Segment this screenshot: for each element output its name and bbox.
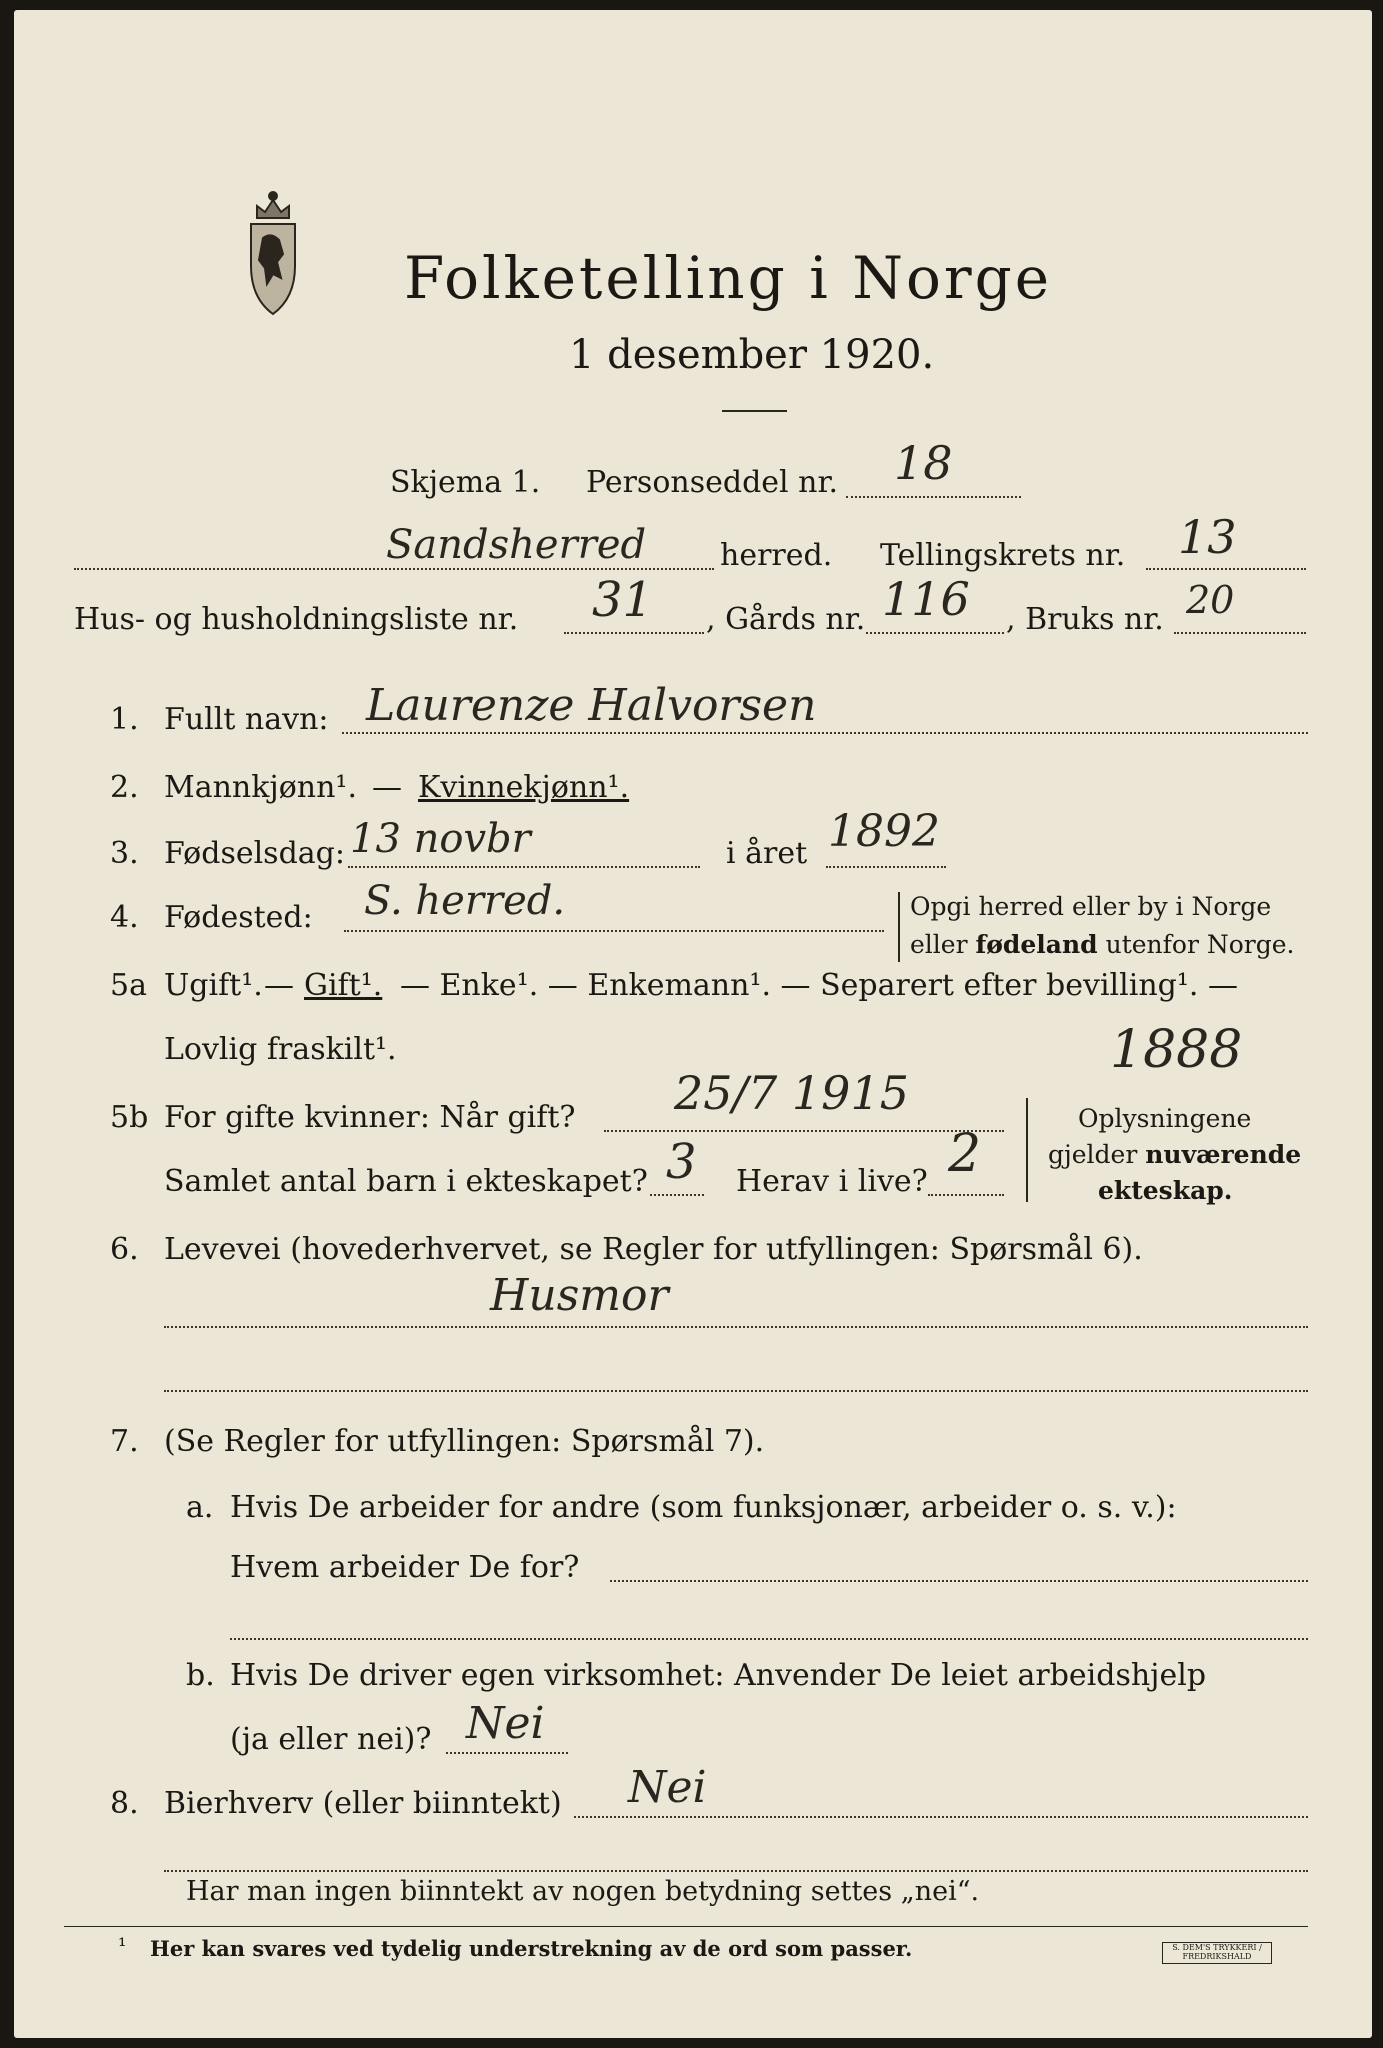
q2-dash: — — [372, 770, 402, 805]
q5b-married-date-value: 25/7 1915 — [674, 1066, 909, 1120]
q7b-question: (ja eller nei)? — [230, 1722, 432, 1757]
q4-birthplace-value: S. herred. — [364, 878, 566, 924]
q3-label: Fødselsdag: — [164, 836, 345, 871]
q5a-gift-underlined: Gift¹. — [304, 968, 383, 1003]
q6-line-2 — [164, 1390, 1308, 1392]
q5b-barn-label: Samlet antal barn i ekteskapet? — [164, 1164, 648, 1199]
q7b-letter: b. — [186, 1658, 215, 1693]
q3-year-value: 1892 — [828, 806, 940, 857]
q5a-dash: — — [264, 968, 294, 1003]
q7b-value: Nei — [466, 1698, 545, 1749]
q5b-number: 5b — [110, 1100, 149, 1135]
q5b-line — [604, 1130, 1004, 1132]
norway-coat-of-arms-icon — [237, 180, 309, 320]
census-date: 1 desember 1920. — [569, 332, 935, 378]
q7b-line — [446, 1752, 568, 1754]
q8-value: Nei — [628, 1762, 707, 1813]
personseddel-value: 18 — [894, 436, 953, 490]
tellingskrets-value: 13 — [1178, 510, 1237, 564]
form-title: Folketelling i Norge — [404, 244, 1053, 312]
q7-label: (Se Regler for utfyllingen: Spørsmål 7). — [164, 1424, 765, 1459]
q1-full-name-value: Laurenze Halvorsen — [366, 680, 817, 731]
q2-number: 2. — [110, 770, 139, 805]
q5b-live-value: 2 — [948, 1124, 982, 1184]
q4-line — [344, 930, 884, 932]
printer-stamp: S. DEM'S TRYKKERI / FREDRIKSHALD — [1162, 1942, 1272, 1964]
personseddel-line — [846, 496, 1021, 498]
q3-birthday-value: 13 novbr — [350, 816, 531, 862]
gards-value: 116 — [882, 572, 970, 626]
q4-hint-2: eller fødeland utenfor Norge. — [910, 930, 1295, 959]
skjema-label: Skjema 1. — [390, 465, 541, 500]
q7a-line-2 — [230, 1638, 1308, 1640]
bruks-line — [1174, 632, 1306, 634]
herred-value: Sandsherred — [386, 522, 647, 568]
q3-date-line — [348, 866, 700, 868]
q7a-letter: a. — [186, 1490, 214, 1525]
footnote-text: Her kan svares ved tydelig understrekning av de ord som passer. — [150, 1936, 913, 1961]
q5a-number: 5a — [110, 968, 147, 1003]
q1-number: 1. — [110, 702, 139, 737]
q5b-brace — [1026, 1098, 1028, 1202]
gards-label: , Gårds nr. — [706, 602, 866, 637]
tellingskrets-label: Tellingskrets nr. — [880, 538, 1126, 573]
bruks-value: 20 — [1186, 578, 1235, 622]
tellingskrets-line — [1146, 568, 1306, 570]
q2-kvinne-underlined: Kvinnekjønn¹. — [418, 770, 630, 805]
q8-number: 8. — [110, 1786, 139, 1821]
herred-label: herred. — [720, 538, 833, 573]
q7a-text: Hvis De arbeider for andre (som funksjonær, arbeider o. s. v.): — [230, 1490, 1177, 1525]
bruks-label: , Bruks nr. — [1006, 602, 1164, 637]
title-divider — [722, 410, 787, 412]
q7b-text: Hvis De driver egen virksomhet: Anvender De leiet arbeidshjelp — [230, 1658, 1207, 1693]
q4-hint-1: Opgi herred eller by i Norge — [910, 892, 1272, 921]
q3-number: 3. — [110, 836, 139, 871]
biinntekt-note: Har man ingen biinntekt av nogen betydning settes „nei“. — [186, 1876, 980, 1907]
q5b-barn-line — [650, 1194, 704, 1196]
q2-mann: Mannkjønn¹. — [164, 770, 357, 805]
q5b-live-line — [928, 1194, 1004, 1196]
q8-label: Bierhverv (eller biinntekt) — [164, 1786, 562, 1821]
husholdningsliste-line — [564, 632, 704, 634]
q7-number: 7. — [110, 1424, 139, 1459]
q6-label: Levevei (hovederhvervet, se Regler for utfyllingen: Spørsmål 6). — [164, 1232, 1143, 1267]
q7a-line-1 — [610, 1580, 1308, 1582]
q5b-live-label: Herav i live? — [736, 1164, 928, 1199]
q6-number: 6. — [110, 1232, 139, 1267]
q5b-side-note-2: gjelder nuværende — [1048, 1140, 1302, 1169]
q1-line — [342, 732, 1308, 734]
q7a-question: Hvem arbeider De for? — [230, 1550, 580, 1585]
personseddel-label: Personseddel nr. — [586, 465, 839, 500]
census-form-page — [14, 10, 1372, 2038]
q6-line-1 — [164, 1326, 1308, 1328]
q5a-other-options: — Enke¹. — Enkemann¹. — Separert efter bevilling¹. — — [400, 968, 1238, 1003]
herred-line — [74, 568, 714, 570]
q5b-side-note-1: Oplysningene — [1078, 1104, 1252, 1133]
q6-levevei-value: Husmor — [490, 1270, 669, 1321]
footnote-rule — [64, 1926, 1308, 1927]
q3-aret-label: i året — [726, 836, 808, 871]
q4-number: 4. — [110, 900, 139, 935]
q5a-lovlig-fraskilt: Lovlig fraskilt¹. — [164, 1032, 397, 1067]
q8-line-2 — [164, 1870, 1308, 1872]
q5b-barn-value: 3 — [666, 1134, 697, 1190]
q5b-side-note-3: ekteskap. — [1098, 1176, 1233, 1205]
footnote-mark: ¹ — [118, 1934, 127, 1958]
husholdningsliste-value: 31 — [592, 572, 654, 628]
q8-line-1 — [574, 1816, 1308, 1818]
q4-label: Fødested: — [164, 900, 313, 935]
gards-line — [866, 632, 1004, 634]
q1-label: Fullt navn: — [164, 702, 329, 737]
husholdningsliste-label: Hus- og husholdningsliste nr. — [74, 602, 519, 637]
q4-brace — [898, 892, 900, 962]
q5b-label: For gifte kvinner: Når gift? — [164, 1100, 576, 1135]
q5a-margin-note: 1888 — [1110, 1020, 1243, 1080]
q5a-ugift: Ugift¹. — [164, 968, 263, 1003]
q3-year-line — [826, 866, 946, 868]
